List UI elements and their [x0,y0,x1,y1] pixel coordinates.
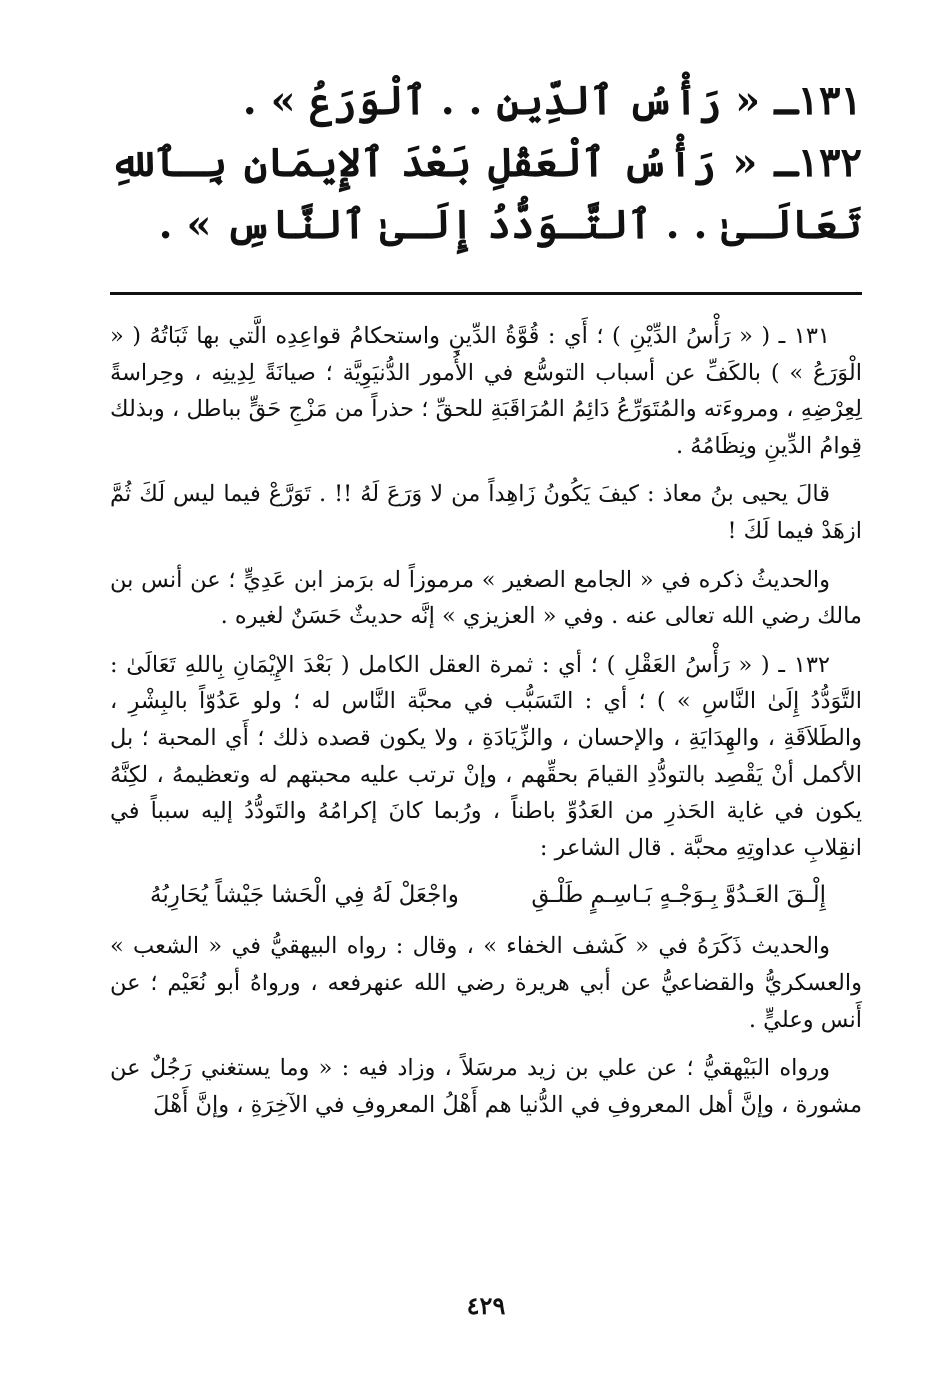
poetry-verse [110,876,862,914]
source-132: والحديث ذَكَرَهُ في « كَشف الخفاء » ، وقال : رواه البيهقيُّ في « الشعب » والعسكريُّ والقضاعيُّ عن أبي هريرة رضي الله عنهرفعه ، ورواهُ أبو نُعَيْم ؛ عن أَنس وعليٍّ . [110,933,862,1033]
commentary-block [110,318,862,1135]
hadith-132: ١٣٢ـ « رَأْسُ ٱلْعَقْلِ بَعْدَ ٱلإِيمَانِ بِـٱللهِ تَعَالَـىٰ . . ٱلتَّـوَدُّدُ إِلَـىٰ ٱلنَّاسِ » . [110,139,862,248]
verse-first-hemistich: إِلْـقَ العَـدُوَّ بِـوَجْـهٍ بَـاسِـمٍ طَلْـقِ [531,882,826,909]
commentary-132: ١٣٢ ـ ( « رَأْسُ العَقْلِ ) ؛ أي : ثمرة العقل الكامل ( بَعْدَ الإِيْمَانِ بِاللهِ تَعَالَىٰ : التَّوَدُّدُ إِلَىٰ النَّاسِ » ) ؛ أي : التَسَبُّب في محبَّة النَّاس له ؛ ولو عَدُوّاً بالبِشْرِ ، والطَلاَقَةِ ، والهِدَايَةِ ، والإحسان ، والزِّيَادَةِ ، ولا يكون قصده ذلك ؛ أَي المحبة ؛ بل الأكمل أنْ يَقْصِد بالتودُّدِ القيامَ بحقِّهم ، وإنْ ترتب عليه محبتهم له وتعظيمهُ ، لكِنَّهُ يكون في غاية الحَذرِ من العَدُوِّ باطناً ، ورُبما كانَ إكرامُهُ والتَودُّدُ إليه سبباً في انقِلابِ عداوتِهِ محبَّة . قال الشاعر : [110,651,862,861]
page-number: ٤٢٩ [466,1291,506,1320]
book-page [110,70,862,1360]
source-132-bayhaqi: ورواه البَيْهقيُّ ؛ عن علي بن زيد مرسَلاً ، وزاد فيه : « وما يستغني رَجُلٌ عن مشورة ، وإنَّ أهل المعروفِ في الدُّنيا هم أَهْلُ المعروفِ في الآخِرَةِ ، وإنَّ أَهْلَ [110,1055,862,1118]
verse-second-hemistich: واجْعَلْ لَهُ فِي الْحَشا جَيْشاً يُحَارِبُهُ [150,882,459,909]
separator-rule [110,292,862,295]
quote-yahya-ibn-muadh: قالَ يحيى بنُ معاذ : كيفَ يَكُونُ زَاهِداً من لا وَرَعَ لَهُ !! . تَوَرَّعْ فيما ليس لَكَ ثُمَّ ازهَدْ فيما لَكَ ! [110,481,862,544]
source-131: والحديثُ ذكره في « الجامع الصغير » مرموزاً له برَمز ابن عَدِيٍّ ؛ عن أنس بن مالك رضي الله تعالى عنه . وفي « العزيزي » إنَّه حديثٌ حَسَنٌ لغيره . [110,566,862,630]
hadith-131: ١٣١ـ « رَأْسُ ٱلدِّينِ . . ٱلْوَرَعُ » . [242,77,862,124]
commentary-131: ١٣١ ـ ( « رَأْسُ الدِّيْنِ ) ؛ أَي : قُوَّةُ الدِّينِ واستحكامُ قواعِدِه الَّتي بها ثَبَاتُهُ ( « الْوَرَعُ » ) بالكَفِّ عن أسباب التوسُّع في الأُمور الدُّنيَوِيَّة ؛ صيانَةً لِدِينِه ، وحِراسةً لِعِرْضِهِ ، ومروءَته والمُتَوَرِّعُ دَائِمُ المُرَاقَبَةِ للحقِّ ؛ حذراً من مَزْجِ حَقٍّ بباطل ، وبذلك قِوامُ الدِّينِ ونِظَامُهُ . [110,323,862,459]
hadith-text-block [110,70,862,256]
